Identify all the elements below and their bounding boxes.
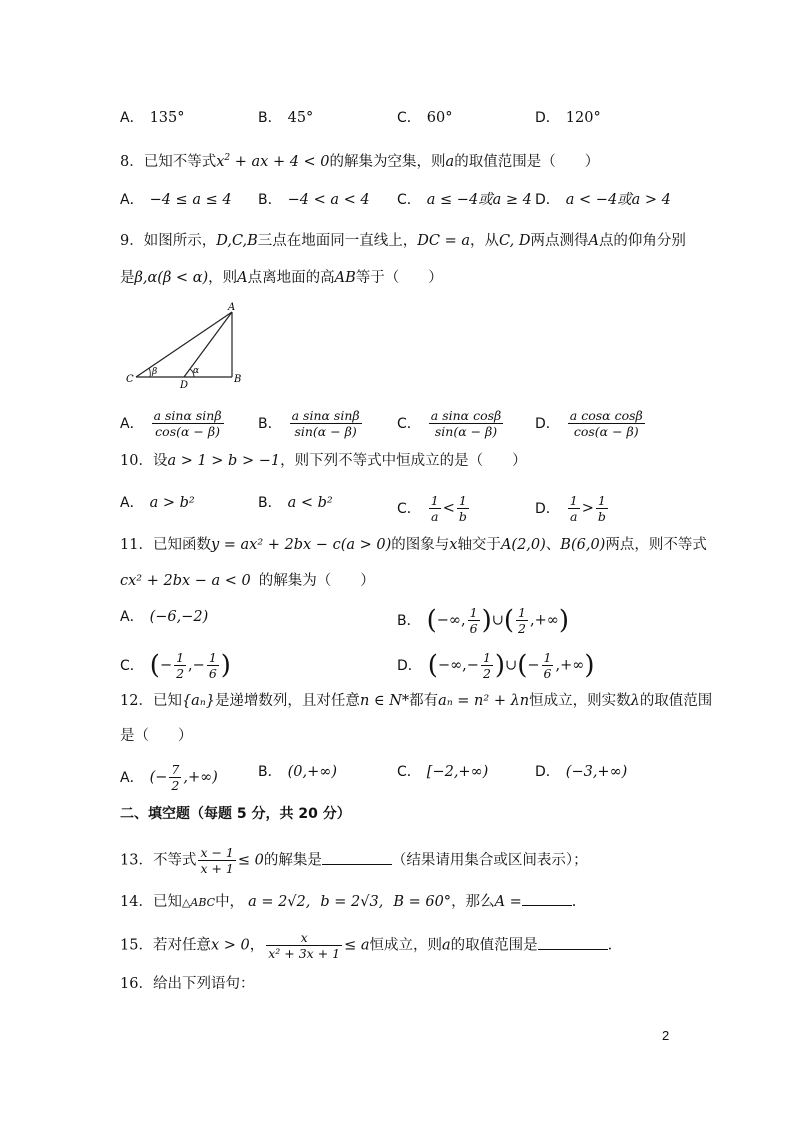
section-heading: 二、填空题（每题 5 分，共 20 分） bbox=[120, 806, 351, 822]
q9-option-d: D． $\frac{\text{a cosα cosβ}}{\cos(\alpha - \beta)}$ bbox=[535, 408, 643, 439]
q11-stem-line1: 11．已知函数y = ax² + 2bx − c(a > 0)的图象与x轴交于A(2,0)、B(6,0)两点，则不等式 bbox=[120, 537, 707, 553]
q8-option-a: A． −4 ≤ a ≤ 4 bbox=[120, 192, 232, 208]
q9-stem-line2: 是β,α(β < α)，则A点离地面的高AB等于（ ） bbox=[120, 270, 443, 286]
q12-option-a: A． (− $\frac{7}{2}$ ,+∞) bbox=[120, 762, 218, 793]
beta-arc bbox=[149, 368, 150, 377]
label-alpha: α bbox=[193, 366, 200, 376]
q8-stem: 8．已知不等式$x^2$ + ax + 4 < 0的解集为空集，则a的取值范围是（ ） bbox=[120, 153, 600, 170]
q10-option-d: D． $\frac{1}{a}$ > $\frac{1}{b}$ bbox=[535, 493, 606, 524]
q12-option-c: C． [−2,+∞) bbox=[397, 764, 489, 780]
label-c: C bbox=[126, 374, 134, 385]
q7-option-c: C． 60° bbox=[397, 110, 453, 126]
label-beta: β bbox=[152, 367, 158, 377]
q13-stem: 13．不等式 $\frac{x - 1}{x + 1}$ ≤ 0的解集是 （结果请用集合或区间表示）； bbox=[120, 845, 588, 876]
q9-triangle-figure bbox=[124, 300, 254, 390]
q8-inequality: $x^2$ + ax + 4 < 0 bbox=[216, 153, 330, 170]
q9-option-b: B． $\frac{\text{a sinα sinβ}}{\sin(\alpha - \beta)}$ bbox=[258, 408, 360, 439]
label-a: A bbox=[228, 302, 236, 313]
q12-option-b: B． (0,+∞) bbox=[258, 764, 337, 780]
line-da bbox=[184, 312, 232, 377]
q11-option-d: D． (−∞,− $\frac{1}{2}$ )∪(− $\frac{1}{6}$ ,+∞) bbox=[397, 650, 595, 681]
q14-stem: 14．已知△ABC中， a = 2√2, b = 2√3, B = 60°，那么A = . bbox=[120, 891, 576, 913]
q9-option-a: A． $\frac{\text{a sinα sinβ}}{\cos(\alpha - \beta)}$ bbox=[120, 408, 222, 439]
q11-option-c: C． (− $\frac{1}{2}$ ,− $\frac{1}{6}$ ) bbox=[120, 650, 231, 681]
label-d: D bbox=[180, 380, 189, 390]
q8-option-b: B． −4 < a < 4 bbox=[258, 192, 370, 208]
q10-option-b: B． a < b² bbox=[258, 495, 333, 511]
q11-option-a: A． (−6,−2) bbox=[120, 609, 209, 625]
q7-option-b: B． 45° bbox=[258, 110, 314, 126]
q8-option-d: D． a < −4或a > 4 bbox=[535, 192, 671, 208]
q15-answer-blank[interactable] bbox=[538, 935, 608, 950]
q10-option-a: A． a > b² bbox=[120, 495, 195, 511]
q10-stem: 10．设a > 1 > b > −1，则下列不等式中恒成立的是（ ） bbox=[120, 453, 527, 469]
q11-option-b: B． (−∞, $\frac{1}{6}$ )∪( $\frac{1}{2}$ ,+∞) bbox=[397, 605, 569, 636]
q14-answer-blank[interactable] bbox=[522, 891, 572, 906]
q12-option-d: D． (−3,+∞) bbox=[535, 764, 628, 780]
page-number: 2 bbox=[662, 1028, 670, 1043]
label-b: B bbox=[234, 374, 242, 385]
q13-answer-blank[interactable] bbox=[322, 850, 392, 865]
q7-option-d: D． 120° bbox=[535, 110, 601, 126]
q10-option-c: C． $\frac{1}{a}$ < $\frac{1}{b}$ bbox=[397, 493, 467, 524]
q9-option-c: C． $\frac{\text{a sinα cosβ}}{\sin(\alpha - \beta)}$ bbox=[397, 408, 502, 439]
q12-stem-line1: 12．已知{aₙ}是递增数列，且对任意n ∈ N*都有aₙ = n² + λn恒成立，则实数λ的取值范围 bbox=[120, 693, 713, 709]
q16-stem: 16．给出下列语句： bbox=[120, 976, 255, 992]
q12-stem-line2: 是（ ） bbox=[120, 728, 193, 744]
q15-stem: 15．若对任意x > 0， $\frac{x}{\text{x² + 3x + 1}}$ ≤ a恒成立，则a的取值范围是 . bbox=[120, 930, 613, 961]
q9-stem-line1: 9．如图所示，D,C,B三点在地面同一直线上，DC = a，从C, D两点测得A点的仰角分别 bbox=[120, 233, 686, 249]
q7-option-a: A． 135° bbox=[120, 110, 185, 126]
q11-stem-line2: cx² + 2bx − a < 0 的解集为（ ） bbox=[120, 573, 375, 589]
line-ca bbox=[136, 312, 232, 377]
q8-option-c: C． a ≤ −4或a ≥ 4 bbox=[397, 192, 532, 208]
